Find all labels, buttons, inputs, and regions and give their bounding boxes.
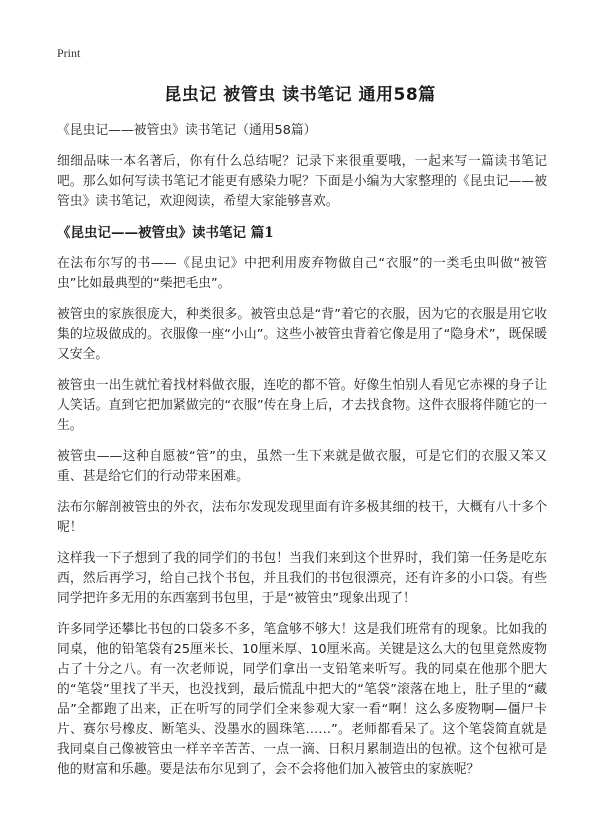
body-paragraph-6: 这样我一下子想到了我的同学们的书包！当我们来到这个世界时，我们第一任务是吃东西，然后再学习，给自己找个书包，并且我们的书包很漂亮，还有许多的小口袋。有些同学把许多无用的东西塞到书包里，于是“被管虫”现象出现了！ [57,551,547,606]
section-heading: 《昆虫记——被管虫》读书笔记 篇1 [57,225,274,241]
body-paragraph-5: 法布尔解剖被管虫的外衣，法布尔发现发现里面有许多极其细的枝干，大概有八十多个呢！ [57,500,547,535]
body-paragraph-4: 被管虫——这种自愿被“管”的虫，虽然一生下来就是做衣服，可是它们的衣服又笨又重、甚是给它们的行动带来困难。 [57,449,547,484]
intro-paragraph: 细细品味一本名著后，你有什么总结呢？记录下来很重要哦，一起来写一篇读书笔记吧。那么如何写读书笔记才能更有感染力呢？下面是小编为大家整理的《昆虫记——被管虫》读书笔记，欢迎阅读，希望大家能够喜欢。 [57,154,547,209]
body-paragraph-7: 许多同学还攀比书包的口袋多不多，笔盒够不够大！这是我们班常有的现象。比如我的同桌，他的铅笔袋有25厘米长、10厘米厚、10厘米高。关键是这么大的包里竟然废物占了十分之八。有一次老师说，同学们拿出一支铅笔来听写。我的同桌在他那个肥大的“笔袋”里找了半天，也没找到，最后慌乱中把大的“笔袋”滚落在地上，肚子里的“藏品”全都跑了出来，正在听写的同学们全来参观大家一看“啊！这么多废物啊—僵尸卡片、赛尔号橡皮、断笔头、没墨水的圆珠笔……”。老师都看呆了。这个笔袋简直就是我同桌自己像被管虫一样辛辛苦苦、一点一滴、日积月累制造出的包袱。这个包袱可是他的财富和乐趣。要是法布尔见到了，会不会将他们加入被管虫的家族呢？ [57,622,547,777]
page-title: 昆虫记 被管虫 读书笔记 通用58篇 [164,85,436,105]
article-subtitle: 《昆虫记——被管虫》读书笔记（通用58篇） [57,123,317,138]
print-link[interactable]: Print [57,46,81,60]
body-paragraph-3: 被管虫一出生就忙着找材料做衣服，连吃的都不管。好像生怕别人看见它赤裸的身子让人笑话。直到它把加紧做完的“衣服”传在身上后，才去找食物。这件衣服将伴随它的一生。 [57,378,547,433]
article-body [57,121,547,791]
body-paragraph-2: 被管虫的家族很庞大，种类很多。被管虫总是“背”着它的衣服，因为它的衣服是用它收集的垃圾做成的。衣服像一座“小山”。这些小被管虫背着它像是用了“隐身术”，既保暖又安全。 [57,307,547,362]
body-paragraph-1: 在法布尔写的书——《昆虫记》中把利用废弃物做自己“衣服”的一类毛虫叫做“被管虫”比如最典型的“柴把毛虫”。 [57,256,547,291]
